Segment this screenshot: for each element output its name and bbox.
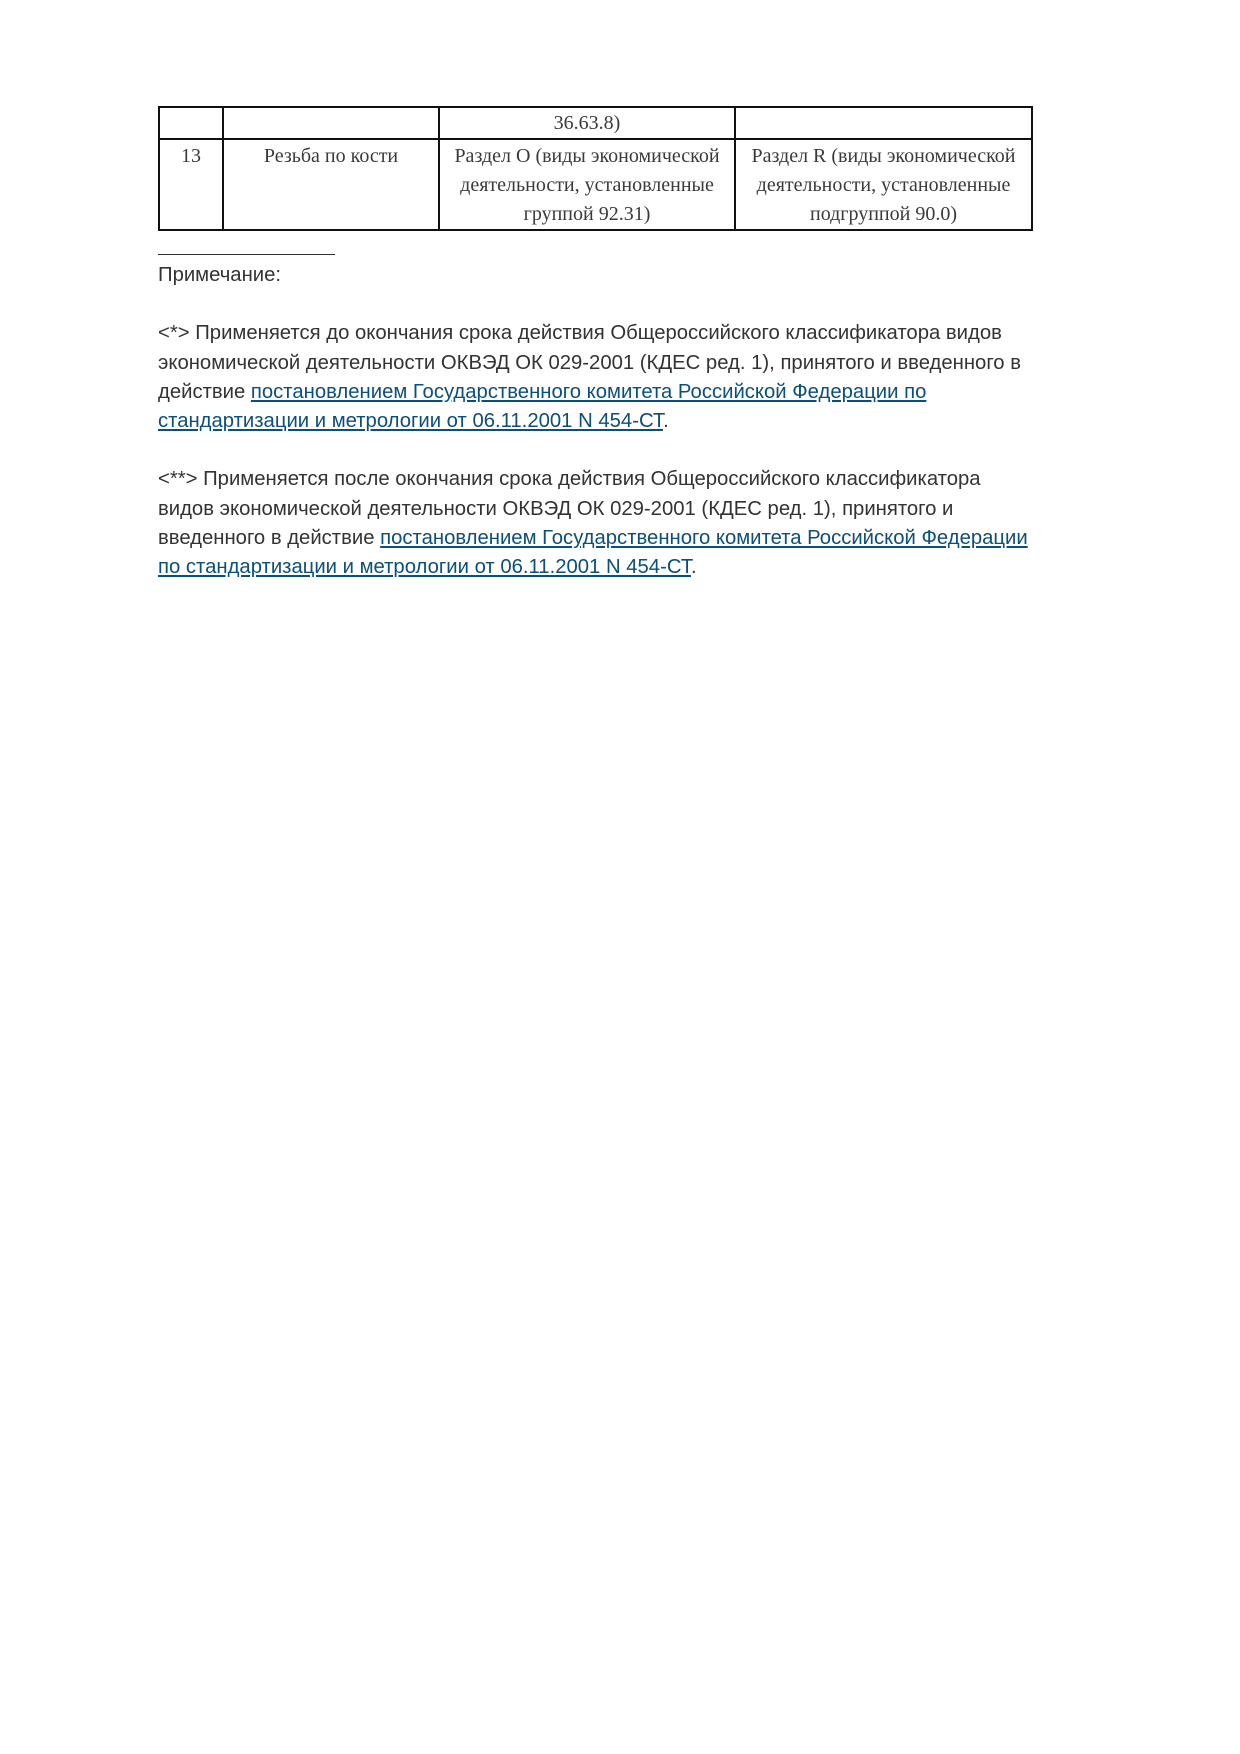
footnote-2-tail: .: [690, 556, 697, 579]
footnote-2-text: <**> Применяется после окончания срока действия Общероссийского классификатора видов экономической деятельности ОКВЭД ОК 029-2001 (КДЕС ред. 1), принятого и введенного в действие: [158, 468, 981, 550]
notes-heading: Примечание:: [158, 264, 282, 286]
footnote-1-link[interactable]: постановлением Государственного комитета Российской Федерации по стандартизации и метрологии от 06.11.2001 N 454-СТ: [158, 380, 927, 433]
cell-okved-old: Раздел O (виды экономической деятельности, установленные группой 92.31): [439, 139, 735, 230]
cell-number: 13: [159, 139, 223, 230]
footnote-1: [158, 319, 1038, 436]
cell-okved-new: [735, 107, 1032, 139]
okved-table: [158, 106, 1033, 231]
footnote-2-link[interactable]: постановлением Государственного комитета Российской Федерации по стандартизации и метрологии от 06.11.2001 N 454-СТ: [158, 527, 1028, 579]
cell-activity: Резьба по кости: [223, 139, 439, 230]
footnote-2: [158, 465, 1038, 582]
cell-number: [159, 107, 223, 139]
cell-okved-new: Раздел R (виды экономической деятельности, установленные подгруппой 90.0): [735, 139, 1032, 230]
footnote-1-tail: .: [663, 410, 669, 433]
footnote-separator: [158, 254, 335, 255]
notes-section: [158, 261, 1038, 583]
cell-okved-old: 36.63.8): [439, 107, 735, 139]
footnote-1-text: <*> Применяется до окончания срока действия Общероссийского классификатора видов экономической деятельности ОКВЭД ОК 029-2001 (КДЕС ред. 1), принятого и введенного в действие: [158, 322, 1021, 403]
table-row: [159, 107, 1032, 139]
spacer: [158, 290, 1038, 319]
spacer: [158, 436, 1038, 465]
cell-activity: [223, 107, 439, 139]
table-row: [159, 139, 1032, 230]
